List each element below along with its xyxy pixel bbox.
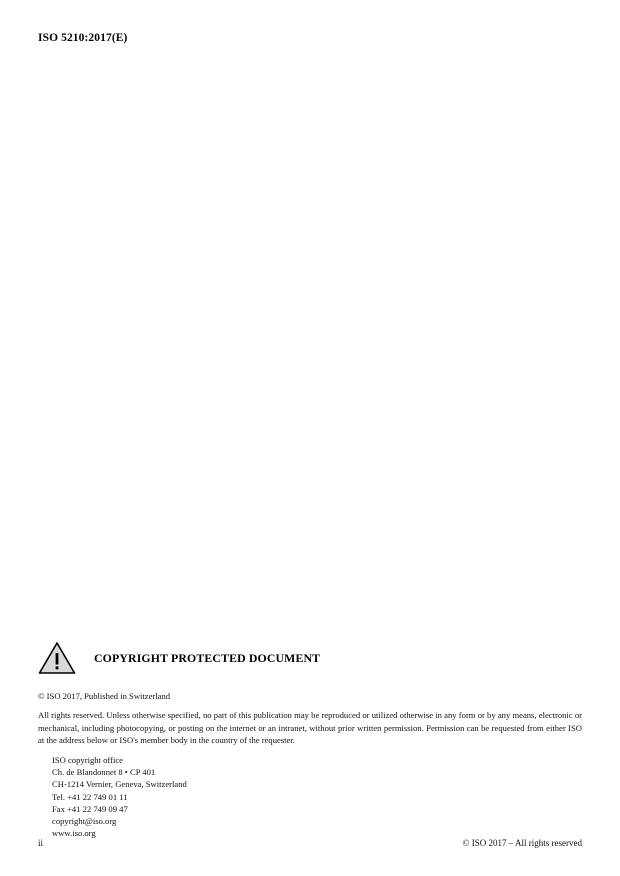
iso-copyright-office-address — [52, 754, 582, 839]
address-line: Tel. +41 22 749 01 11 — [52, 791, 128, 802]
warning-triangle-icon — [38, 641, 76, 675]
copyright-protected-document-block — [38, 638, 582, 839]
page-footer — [38, 838, 582, 848]
address-line: Ch. de Blandonnet 8 • CP 401 — [52, 767, 156, 778]
address-line: Fax +41 22 749 09 47 — [52, 803, 128, 814]
footer-rights-text: © ISO 2017 – All rights reserved — [462, 838, 582, 848]
iso-website: www.iso.org — [52, 828, 96, 839]
copyright-title-row — [38, 638, 582, 678]
page-number: ii — [38, 838, 44, 848]
page-header-reference: ISO 5210:2017(E) — [38, 32, 128, 44]
copyright-email: copyright@iso.org — [52, 816, 117, 827]
address-line: ISO copyright office — [52, 755, 123, 766]
copyright-title: COPYRIGHT PROTECTED DOCUMENT — [94, 650, 321, 665]
address-line: CH-1214 Vernier, Geneva, Switzerland — [52, 779, 187, 790]
copyright-statement-paragraph: All rights reserved. Unless otherwise specified, no part of this publication may be reproduced or utilized otherwise in any form or by any means, electronic or mechanical, including photocopying, or posting on the internet or an intranet, without prior written permission. Permission can be requested from either ISO at the address below or ISO's member body in the country of the requester. — [38, 710, 582, 745]
copyright-year-line: © ISO 2017, Published in Switzerland — [38, 691, 171, 701]
